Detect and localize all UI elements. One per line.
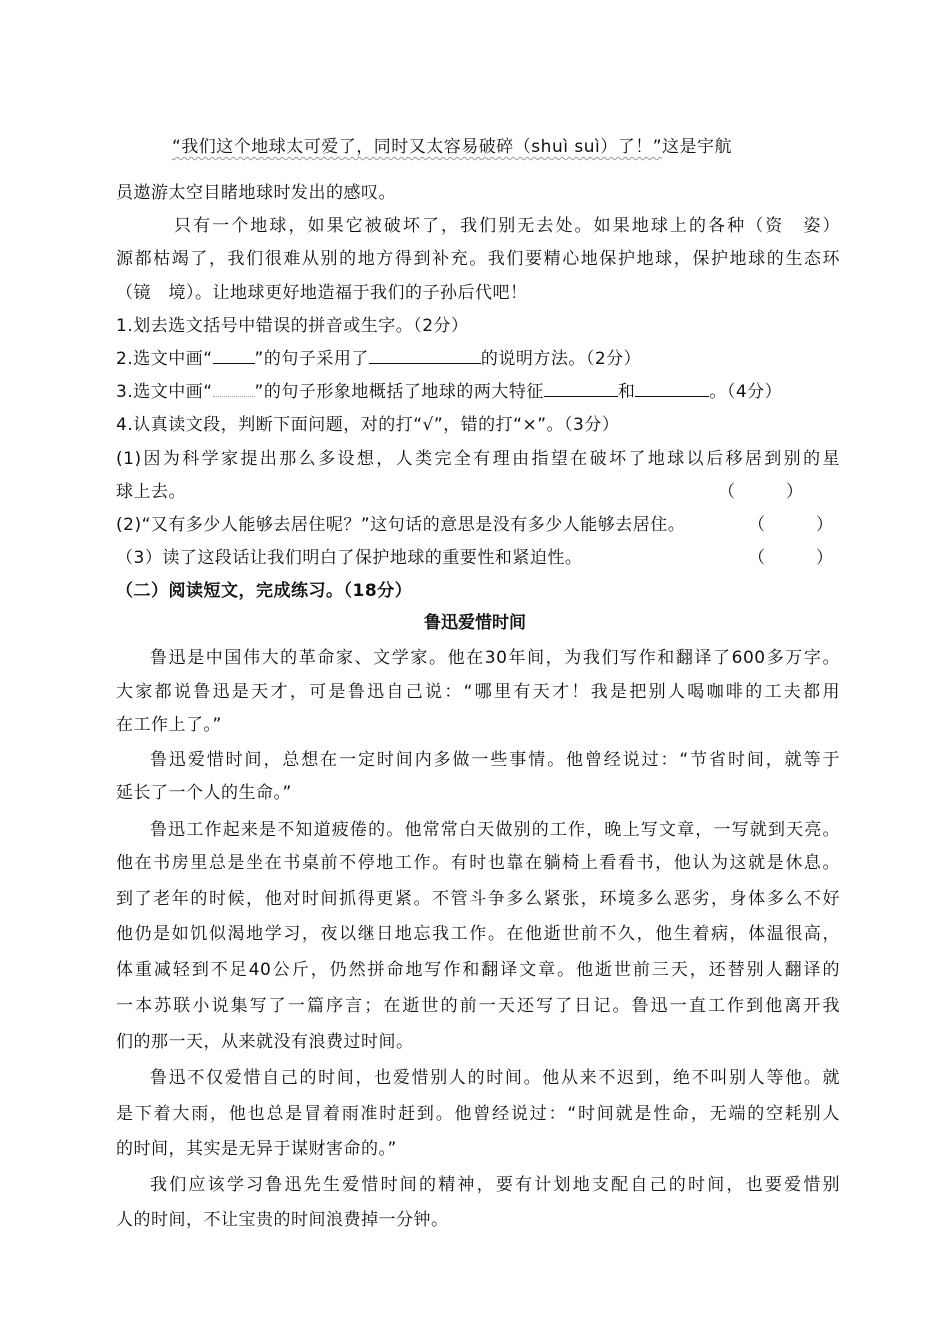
para4-line2: 是下着大雨，他也总是冒着雨准时赶到。他曾经说过：“时间就是性命，无端的空耗别人 — [116, 1104, 840, 1124]
q2-part-b: ”的句子采用了 — [254, 349, 369, 369]
para3-line1: 鲁迅工作起来是不知道疲倦的。他常常白天做别的工作，晚上写文章，一写就到天亮。 — [150, 820, 840, 840]
judge-2-answer-paren[interactable]: （ ） — [748, 515, 833, 535]
q2-underline-sample — [213, 349, 255, 364]
q3-wavy-sample — [213, 382, 255, 397]
passage1-para2-line3: （镜 境）。让地球更好地造福于我们的子孙后代吧！ — [116, 283, 528, 303]
para4-line1: 鲁迅不仅爱惜自己的时间，也爱惜别人的时间。他从来不迟到，绝不叫别人等他。就 — [150, 1068, 840, 1088]
para2-line2: 延长了一个人的生命。” — [116, 783, 292, 803]
para3-line6: 一本苏联小说集写了一篇序言；在逝世的前一天还写了日记。鲁迅一直工作到他离开我 — [116, 996, 840, 1016]
para4-line3: 的时间，其实是无异于谋财害命的。” — [116, 1139, 397, 1159]
q3-part-c: 和 — [617, 382, 636, 402]
para3-line2: 他在书房里总是坐在书桌前不停地工作。有时也靠在躺椅上看看书，他认为这就是休息。 — [116, 853, 840, 873]
q3-answer-blank-1[interactable] — [544, 382, 618, 397]
para5-line1: 我们应该学习鲁迅先生爱惜时间的精神，要有计划地支配自己的时间，也要爱惜别 — [150, 1175, 840, 1195]
para3-line7: 们的那一天，从来就没有浪费过时间。 — [116, 1032, 414, 1052]
judge-1-line1: (1)因为科学家提出那么多设想，人类完全有理由指望在破坏了地球以后移居到别的星 — [116, 449, 840, 469]
article-title: 鲁迅爱惜时间 — [424, 613, 526, 633]
para1-line1: 鲁迅是中国伟大的革命家、文学家。他在30年间，为我们写作和翻译了600多万字。 — [150, 648, 840, 668]
passage1-para2-line1: 只有一个地球，如果它被破坏了，我们别无去处。如果地球上的各种（资 姿） — [174, 216, 840, 236]
para1-line2: 大家都说鲁迅是天才，可是鲁迅自己说：“哪里有天才！我是把别人喝咖啡的工夫都用 — [116, 682, 840, 702]
q2-part-c: 的说明方法。（2分） — [480, 349, 642, 369]
q3-part-d: 。（4分） — [709, 382, 783, 402]
question-1: 1.划去选文括号中错误的拼音或生字。（2分） — [116, 316, 469, 336]
para3-line5: 体重减轻到不足40公斤，仍然拼命地写作和翻译文章。他逝世前三天，还替别人翻译的 — [116, 960, 840, 980]
passage1-line1-rest: 这是宇航 — [662, 137, 733, 157]
judge-3: （3）读了这段话让我们明白了保护地球的重要性和紧迫性。 — [116, 548, 583, 568]
para3-line3: 到了老年的时候，他对时间抓得更紧。不管斗争多么紧张，环境多么恶劣，身体多么不好 — [116, 889, 840, 909]
para3-line4: 他仍是如饥似渴地学习，夜以继日地忘我工作。在他逝世前不久，他生着病，体温很高， — [116, 924, 840, 944]
q2-answer-blank[interactable] — [369, 349, 481, 364]
para1-line3: 在工作上了。” — [116, 715, 222, 735]
judge-1-answer-paren[interactable]: （ ） — [718, 482, 803, 502]
para2-line1: 鲁迅爱惜时间，总想在一定时间内多做一些事情。他曾经说过：“节省时间，就等于 — [150, 750, 840, 770]
q3-part-a: 3.选文中画“ — [116, 382, 213, 402]
para5-line2: 人的时间，不让宝贵的时间浪费掉一分钟。 — [116, 1210, 449, 1230]
wavy-quote: “我们这个地球太可爱了，同时又太容易破碎（shuì suì）了！” — [172, 137, 663, 157]
q3-part-b: ”的句子形象地概括了地球的两大特征 — [254, 382, 544, 402]
passage1-line2: 员遨游太空目睹地球时发出的感叹。 — [116, 183, 396, 203]
question-3 — [116, 381, 840, 403]
passage1-line1 — [172, 136, 840, 158]
judge-3-answer-paren[interactable]: （ ） — [748, 548, 833, 568]
passage1-para2-line2: 源都枯竭了，我们很难从别的地方得到补充。我们要精心地保护地球，保护地球的生态环 — [116, 249, 840, 269]
q3-answer-blank-2[interactable] — [635, 382, 709, 397]
question-4: 4.认真读文段，判断下面问题，对的打“√”，错的打“×”。（3分） — [116, 415, 620, 435]
section2-heading: （二）阅读短文，完成练习。（18分） — [116, 581, 413, 601]
q2-part-a: 2.选文中画“ — [116, 349, 213, 369]
judge-2: (2)“又有多少人能够去居住呢？”这句话的意思是没有多少人能够去居住。 — [116, 515, 686, 535]
question-2 — [116, 348, 840, 370]
judge-1-line2: 球上去。 — [116, 482, 186, 502]
